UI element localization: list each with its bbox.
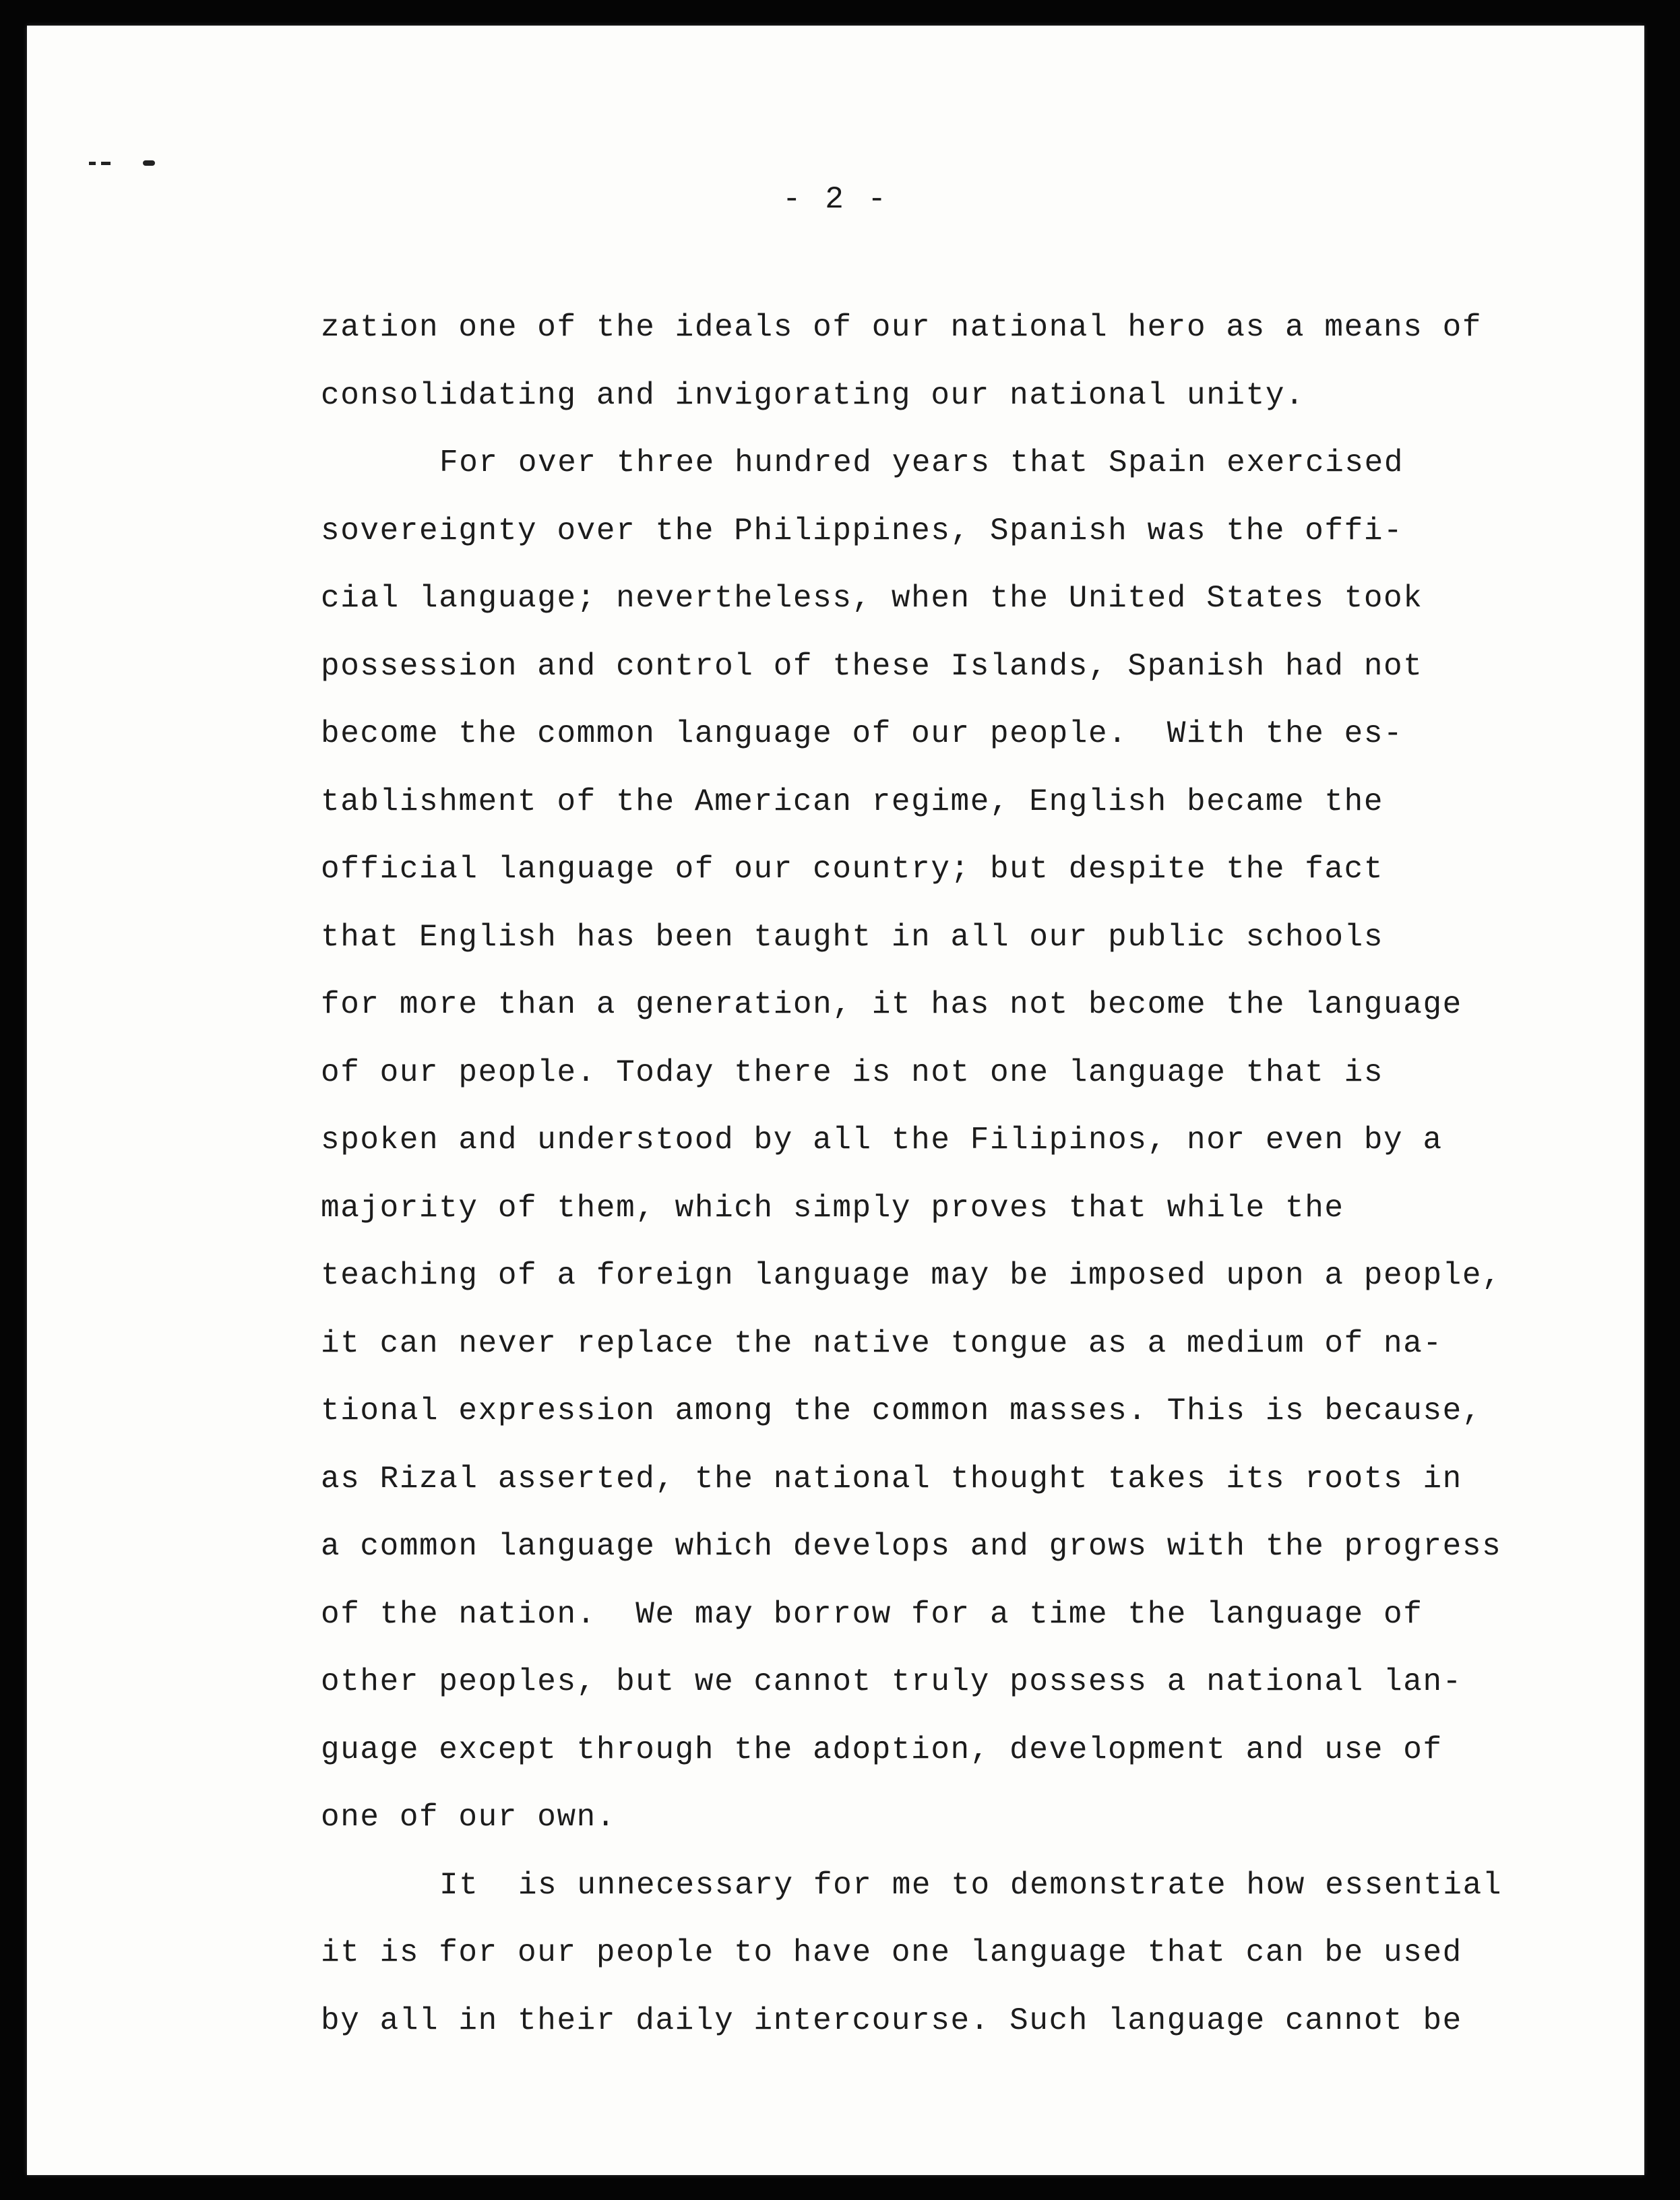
corner-ink-mark: [143, 160, 155, 166]
text-line: one of our own.: [321, 1800, 617, 1835]
paragraph-first-line: It is unnecessary for me to demonstrate how essential: [439, 1867, 1503, 1903]
paragraph-first-line: For over three hundred years that Spain exercised: [439, 445, 1404, 480]
text-line: by all in their daily intercourse. Such language cannot be: [321, 2003, 1462, 2038]
body-text: [321, 294, 1574, 2054]
page-number: - 2 -: [782, 182, 890, 217]
text-line: zation one of the ideals of our national hero as a means of: [321, 310, 1483, 345]
text-line: spoken and understood by all the Filipinos, nor even by a: [321, 1123, 1443, 1158]
text-line: guage except through the adoption, development and use of: [321, 1732, 1443, 1767]
text-line: it can never replace the native tongue as a medium of na-: [321, 1325, 1443, 1361]
corner-ink-mark: [101, 162, 111, 165]
text-line: tional expression among the common masses. This is because,: [321, 1393, 1483, 1428]
corner-ink-mark: [89, 162, 96, 165]
text-line: cial language; nevertheless, when the United States took: [321, 581, 1423, 616]
text-line: become the common language of our people. With the es-: [321, 716, 1404, 751]
text-line: sovereignty over the Philippines, Spanish was the offi-: [321, 513, 1404, 548]
text-line: as Rizal asserted, the national thought takes its roots in: [321, 1461, 1462, 1497]
text-line: teaching of a foreign language may be imposed upon a people,: [321, 1258, 1502, 1293]
text-line: for more than a generation, it has not become the language: [321, 987, 1462, 1022]
text-line: other peoples, but we cannot truly possess a national lan-: [321, 1664, 1462, 1699]
text-line: possession and control of these Islands, Spanish had not: [321, 648, 1423, 684]
text-line: of the nation. We may borrow for a time the language of: [321, 1596, 1423, 1632]
text-line: official language of our country; but despite the fact: [321, 852, 1384, 887]
text-line: that English has been taught in all our public schools: [321, 919, 1384, 955]
typewritten-page: [27, 26, 1644, 2175]
text-line: majority of them, which simply proves that while the: [321, 1190, 1344, 1226]
text-line: of our people. Today there is not one language that is: [321, 1055, 1384, 1090]
text-line: a common language which develops and grows with the progress: [321, 1529, 1502, 1564]
text-line: consolidating and invigorating our national unity.: [321, 377, 1305, 413]
text-line: it is for our people to have one language that can be used: [321, 1935, 1462, 1970]
text-line: tablishment of the American regime, English became the: [321, 784, 1384, 819]
